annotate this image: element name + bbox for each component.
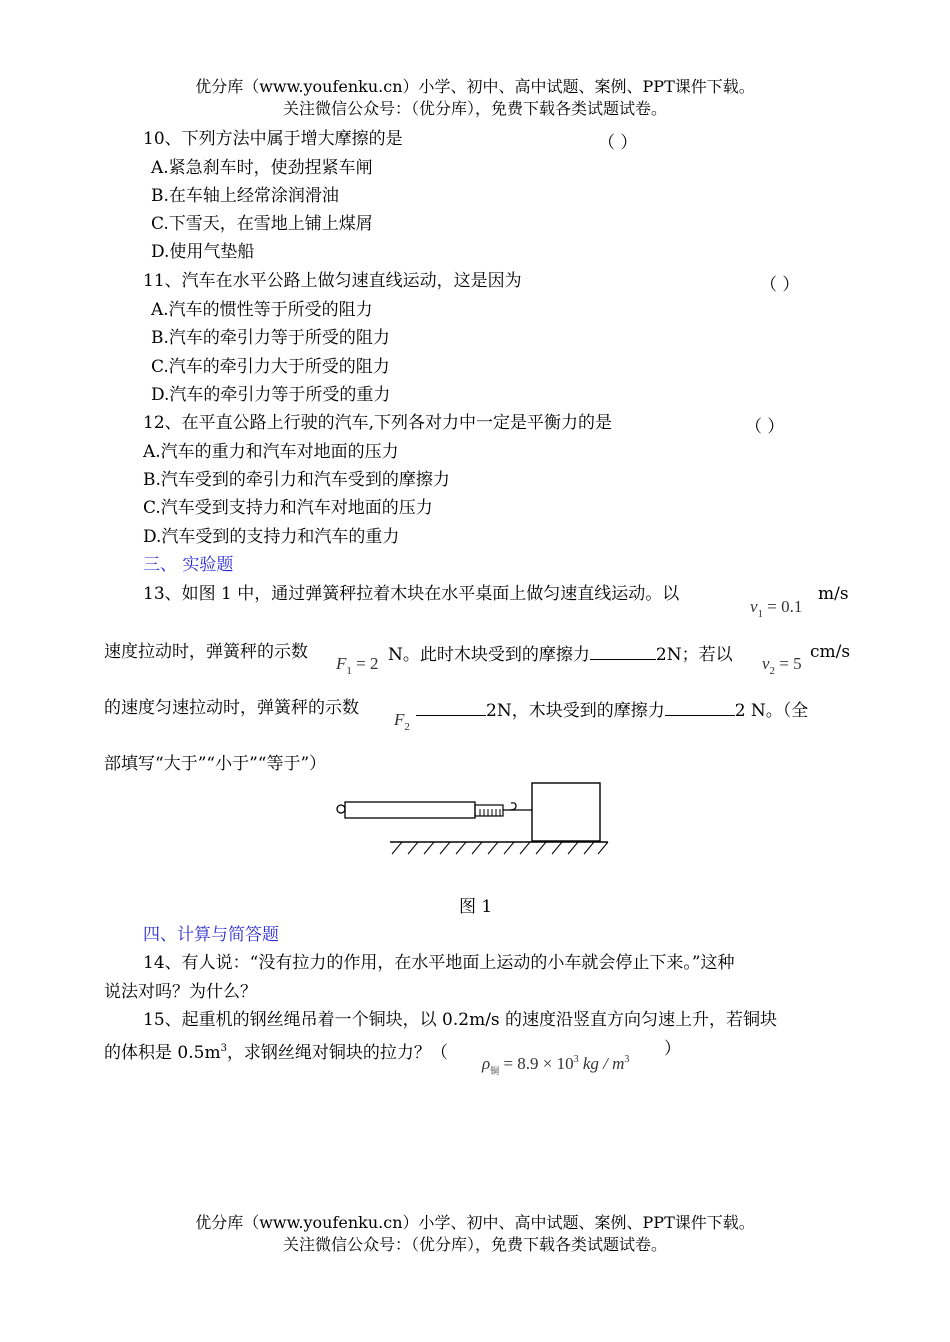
q13-unit-2: cm/s xyxy=(810,642,851,662)
q10-answer-paren: （ ） xyxy=(598,133,638,153)
wooden-block xyxy=(532,783,600,841)
q12-answer-paren: （ ） xyxy=(745,417,785,437)
q10-option-b: B.在车轴上经常涂润滑油 xyxy=(151,186,339,206)
q13-text-1: 13、如图 1 中，通过弹簧秤拉着木块在水平桌面上做匀速直线运动。以 xyxy=(143,584,680,604)
q12-option-c: C.汽车受到支持力和汽车对地面的压力 xyxy=(143,498,433,518)
q11-option-a: A.汽车的惯性等于所受的阻力 xyxy=(151,300,373,320)
q13-text-2: 速度拉动时，弹簧秤的示数 xyxy=(104,642,308,662)
q11-stem: 11、汽车在水平公路上做匀速直线运动，这是因为 xyxy=(143,271,522,291)
spring-balance-ticks xyxy=(480,809,500,816)
q13-blank-1[interactable] xyxy=(590,641,656,660)
spring-balance-body xyxy=(345,802,475,818)
q15-line-1: 15、起重机的钢丝绳吊着一个铜块，以 0.2m/s 的速度沿竖直方向匀速上升，若铜块 xyxy=(143,1010,778,1030)
q14-line-1: 14、有人说：“没有拉力的作用，在水平地面上运动的小车就会停止下来。”这种 xyxy=(143,953,735,973)
q13-text-6: 2N，木块受到的摩擦力 2 N。（全 xyxy=(416,697,808,722)
q13-v2-formula: $v_2 = 5$ xyxy=(762,654,802,677)
table-hatching xyxy=(392,842,608,854)
footer-line-2: 关注微信公众号：（优分库），免费下载各类试题试卷。 xyxy=(282,1235,667,1254)
spring-balance-scale xyxy=(475,805,503,816)
figure-1-diagram xyxy=(330,778,620,860)
q13-text-3: N。此时木块受到的摩擦力 2N；若以 xyxy=(388,641,733,666)
q13-blank-2[interactable] xyxy=(416,697,486,716)
q12-stem: 12、在平直公路上行驶的汽车,下列各对力中一定是平衡力的是 xyxy=(143,413,613,433)
q13-text-5: 的速度匀速拉动时，弹簧秤的示数 xyxy=(104,698,359,718)
q13-v1-formula: $v_1 = 0.1$ xyxy=(750,597,803,620)
q15-density-formula: $\rho_铜 = 8.9 \times 10^3$ kg / $m^3$ xyxy=(482,1054,630,1076)
q11-option-c: C.汽车的牵引力大于所受的阻力 xyxy=(151,357,390,377)
q13-blank-3[interactable] xyxy=(665,697,735,716)
q15-line-2: 的体积是 $0.5m^3$，求钢丝绳对铜块的拉力？（ xyxy=(104,1043,448,1063)
figure-1-caption: 图 1 xyxy=(459,897,493,917)
q10-option-d: D.使用气垫船 xyxy=(151,242,255,262)
header-line-2: 关注微信公众号：（优分库），免费下载各类试题试卷。 xyxy=(282,99,667,118)
q11-option-b: B.汽车的牵引力等于所受的阻力 xyxy=(151,328,390,348)
q15-close-paren: ） xyxy=(664,1039,681,1059)
spring-balance-ring xyxy=(337,805,345,813)
q10-stem: 10、下列方法中属于增大摩擦的是 xyxy=(143,129,403,149)
q13-unit-1: m/s xyxy=(818,584,849,604)
q14-line-2: 说法对吗？为什么？ xyxy=(104,982,257,1002)
q13-text-8: 部填写“大于”“小于”“等于”） xyxy=(104,754,327,774)
q10-option-a: A.紧急刹车时，使劲捏紧车闸 xyxy=(151,158,373,178)
section-3-heading: 三、 实验题 xyxy=(143,555,234,575)
q11-option-d: D.汽车的牵引力等于所受的重力 xyxy=(151,385,391,405)
q13-f1-formula: $F_1 = 2$ xyxy=(336,654,379,677)
header-line-1: 优分库（www.youfenku.cn）小学、初中、高中试题、案例、PPT课件下载。 xyxy=(195,77,755,96)
section-4-heading: 四、计算与简答题 xyxy=(143,925,279,945)
spring-balance-hook xyxy=(503,803,516,810)
q12-option-b: B.汽车受到的牵引力和汽车受到的摩擦力 xyxy=(143,470,450,490)
footer-line-1: 优分库（www.youfenku.cn）小学、初中、高中试题、案例、PPT课件下载。 xyxy=(195,1213,755,1232)
q12-option-d: D.汽车受到的支持力和汽车的重力 xyxy=(143,527,400,547)
q13-f2-formula: $F_2$ xyxy=(394,710,410,733)
q12-option-a: A.汽车的重力和汽车对地面的压力 xyxy=(143,442,399,462)
q11-answer-paren: （ ） xyxy=(760,275,800,295)
q10-option-c: C.下雪天，在雪地上铺上煤屑 xyxy=(151,214,373,234)
